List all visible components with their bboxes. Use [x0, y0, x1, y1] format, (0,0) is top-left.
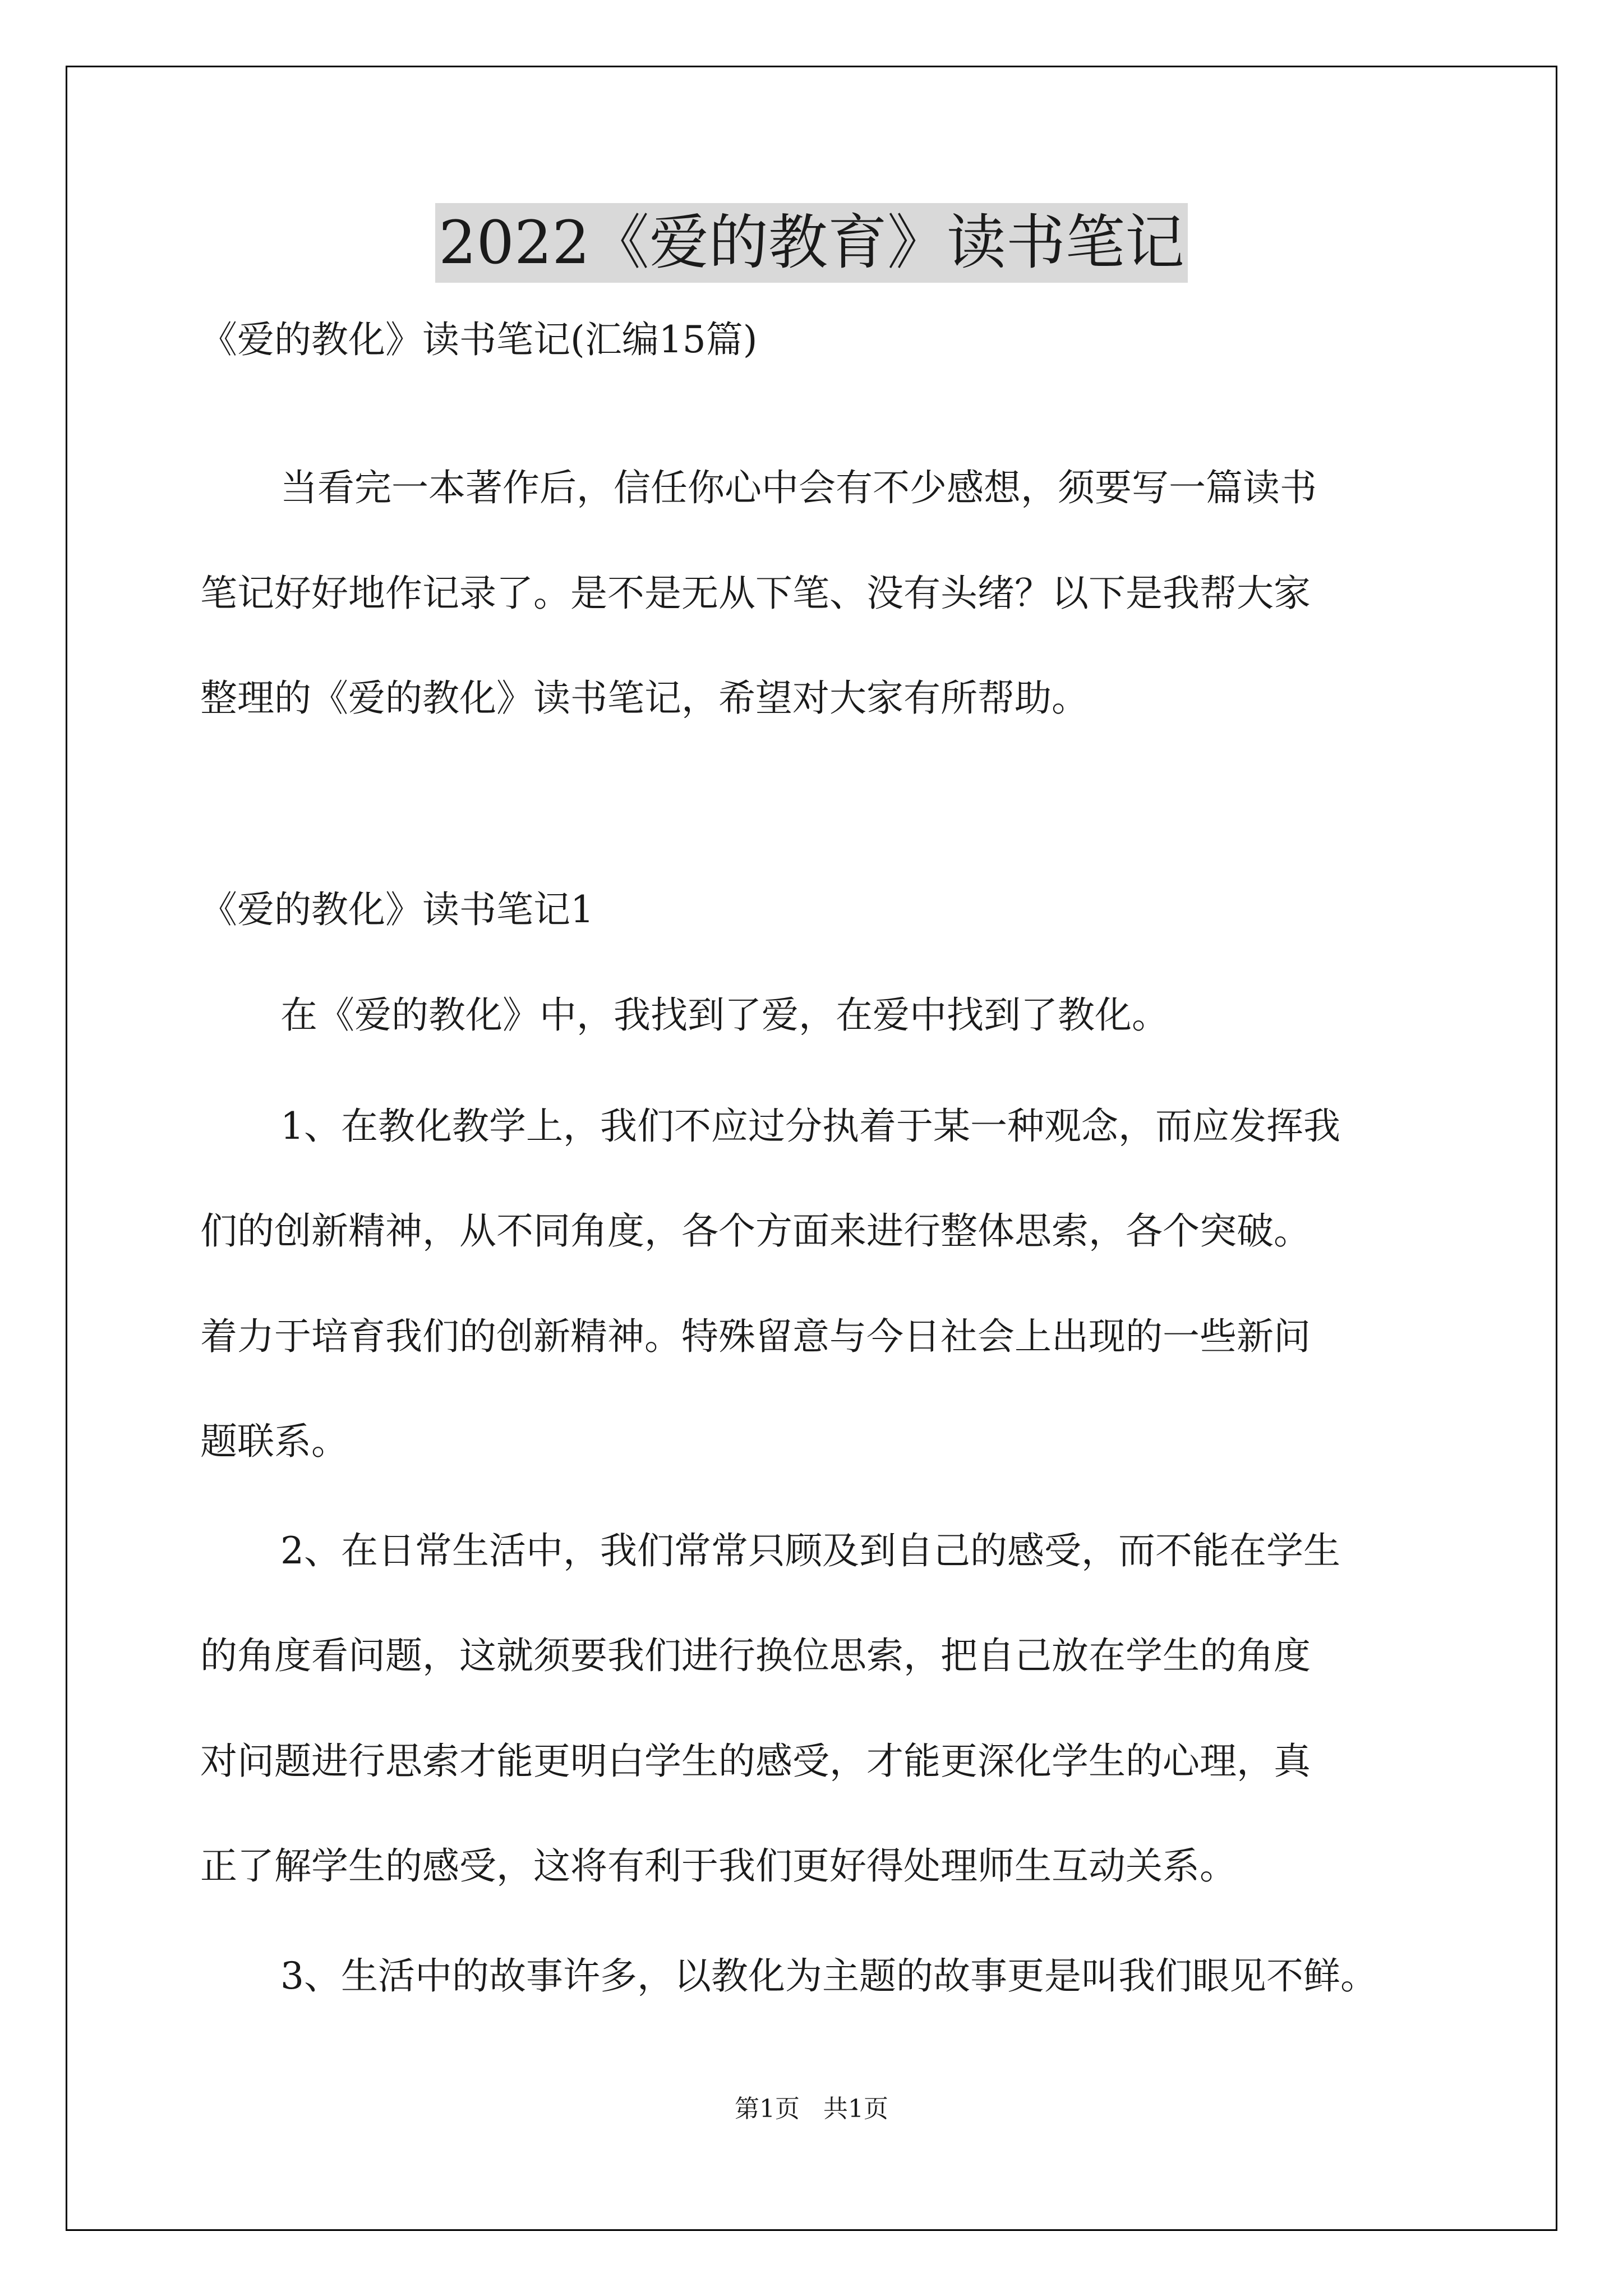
point1-line-1: 1、在教化教学上，我们不应过分执着于某一种观念，而应发挥我 [280, 1105, 1340, 1148]
intro-line-1: 当看完一本著作后，信任你心中会有不少感想，须要写一篇读书 [280, 466, 1317, 509]
section-intro: 在《爱的教化》中，我找到了爱，在爱中找到了教化。 [280, 993, 1169, 1037]
document-title: 2022《爱的教育》读书笔记 [435, 203, 1188, 283]
title-container [0, 203, 1623, 283]
point1-line-4: 题联系。 [200, 1420, 348, 1463]
point2-line-1: 2、在日常生活中，我们常常只顾及到自己的感受，而不能在学生 [280, 1529, 1340, 1572]
point2-line-3: 对问题进行思索才能更明白学生的感受，才能更深化学生的心理，真 [200, 1740, 1311, 1783]
point2-line-4: 正了解学生的感受，这将有利于我们更好得处理师生互动关系。 [200, 1844, 1237, 1888]
intro-line-3: 整理的《爱的教化》读书笔记，希望对大家有所帮助。 [200, 677, 1089, 720]
point1-line-2: 们的创新精神，从不同角度，各个方面来进行整体思索，各个突破。 [200, 1209, 1311, 1253]
page-footer: 第1页 共1页 [735, 2095, 888, 2123]
point2-line-2: 的角度看问题，这就须要我们进行换位思索，把自己放在学生的角度 [200, 1634, 1311, 1677]
point3-line-1: 3、生活中的故事许多，以教化为主题的故事更是叫我们眼见不鲜。 [280, 1954, 1377, 1998]
section-heading: 《爱的教化》读书笔记1 [200, 888, 594, 931]
intro-line-2: 笔记好好地作记录了。是不是无从下笔、没有头绪？以下是我帮大家 [200, 572, 1311, 615]
document-subtitle: 《爱的教化》读书笔记(汇编15篇) [200, 318, 758, 361]
point1-line-3: 着力于培育我们的创新精神。特殊留意与今日社会上出现的一些新问 [200, 1315, 1311, 1358]
